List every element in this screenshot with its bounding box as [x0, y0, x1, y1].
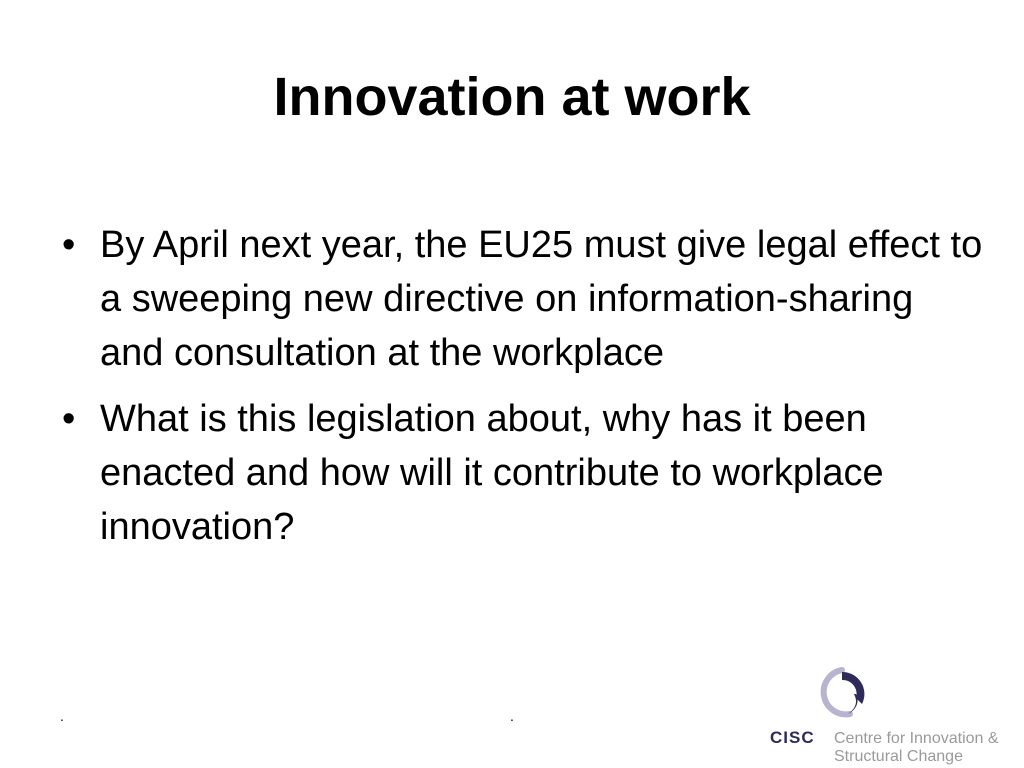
bullet-text: By April next year, the EU25 must give legal effect to a sweeping new directive on information-sharing and consultation at the workplace	[100, 224, 983, 374]
logo-arc-dark-tail	[848, 694, 858, 714]
footer-dot-middle: .	[510, 708, 514, 724]
logo-tagline-line1: Centre for Innovation &	[834, 730, 999, 747]
bullet-marker: •	[62, 224, 76, 266]
logo-tagline	[834, 730, 1019, 766]
slide-title: Innovation at work	[273, 67, 751, 127]
footer-dot-left: .	[60, 708, 64, 724]
logo-tagline-line2: Structural Change	[834, 748, 963, 765]
bullet-item	[56, 218, 986, 380]
bullet-item	[56, 392, 986, 554]
logo-acronym: CISC	[770, 728, 815, 747]
bullet-marker: •	[62, 398, 76, 440]
cisc-logo-icon	[812, 664, 868, 720]
bullet-list	[56, 218, 986, 566]
bullet-text: What is this legislation about, why has it been enacted and how will it contribute to workplace innovation?	[100, 398, 884, 548]
logo-arc-dark	[842, 672, 864, 704]
